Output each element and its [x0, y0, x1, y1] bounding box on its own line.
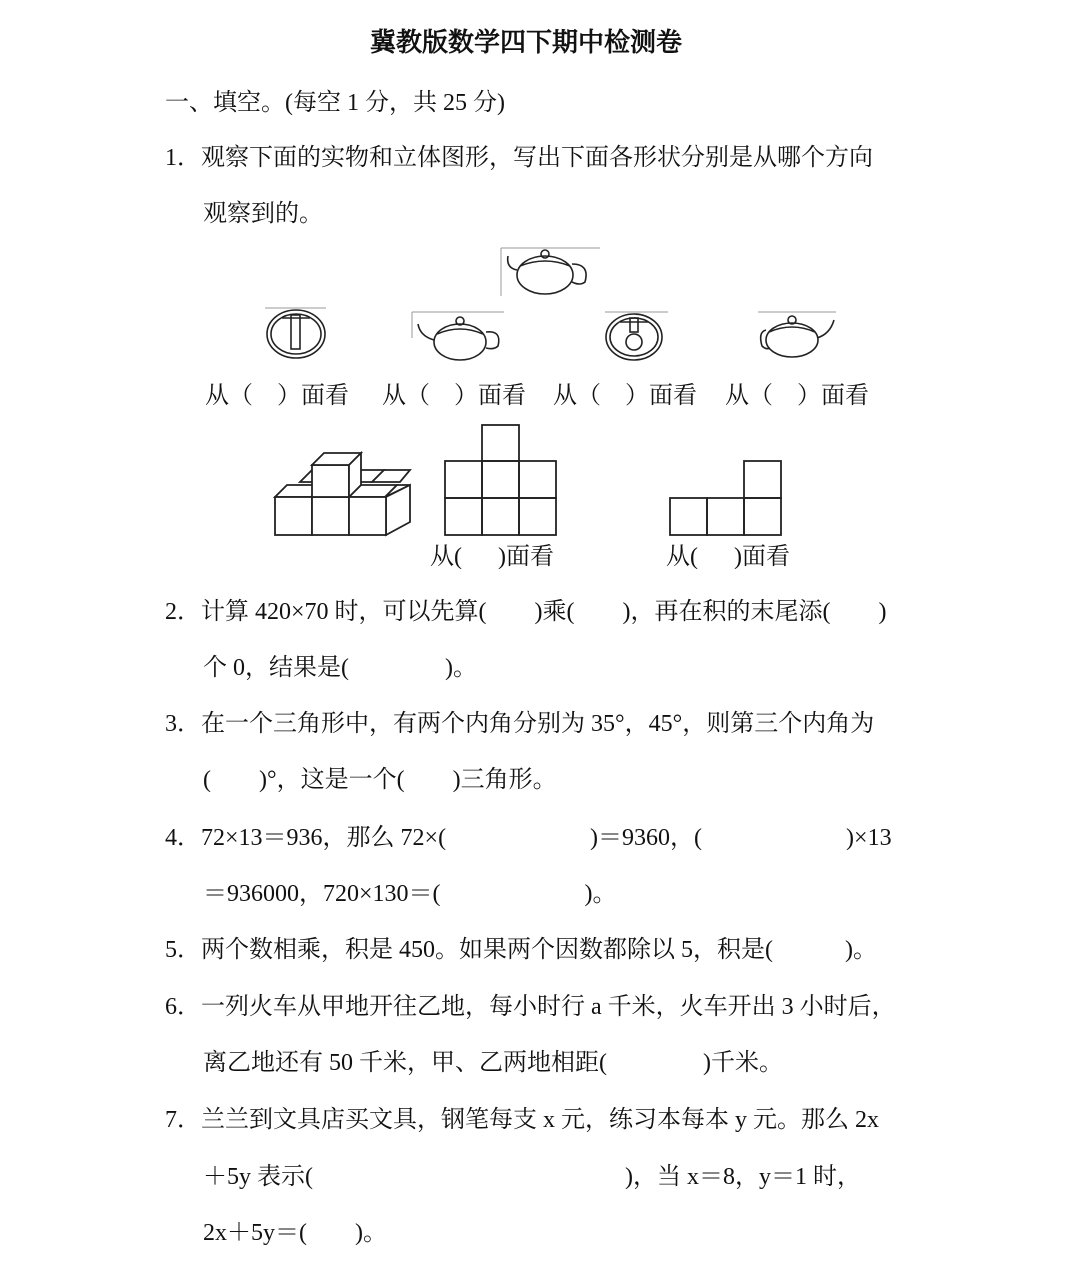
page-title: 冀教版数学四下期中检测卷	[370, 28, 683, 58]
q7-line1: 7．兰兰到文具店买文具，钢笔每支 x 元，练习本每本 y 元。那么 2x	[165, 1107, 879, 1133]
teapot-label-2: 从（ ）面看	[382, 383, 526, 409]
teapot-top-view-1	[265, 308, 326, 358]
q1-line1: 1．观察下面的实物和立体图形，写出下面各形状分别是从哪个方向	[165, 145, 873, 171]
teapot-reference	[501, 248, 600, 296]
cube-label-1: 从( )面看	[430, 544, 554, 570]
q7-line3: 2x＋5y＝( )。	[203, 1220, 387, 1246]
q3-line1: 3．在一个三角形中，有两个内角分别为 35°，45°，则第三个内角为	[165, 711, 875, 737]
cube-label-2: 从( )面看	[666, 544, 790, 570]
cube-stack-3d	[275, 453, 410, 535]
teapot-side-view-1	[412, 312, 504, 360]
q6-line1: 6．一列火车从甲地开往乙地，每小时行 a 千米，火车开出 3 小时后，	[165, 994, 896, 1020]
teapot-label-3: 从（ ）面看	[553, 383, 697, 409]
cube-view-side	[670, 461, 781, 535]
q2-line2: 个 0，结果是( )。	[203, 655, 477, 681]
cube-view-front	[445, 425, 556, 535]
q4-line2: ＝936000，720×130＝( )。	[203, 881, 617, 907]
teapot-front-view	[605, 312, 668, 360]
section-heading: 一、填空。(每空 1 分，共 25 分)	[165, 90, 505, 116]
q1-line2: 观察到的。	[203, 201, 323, 227]
q5-line1: 5．两个数相乘，积是 450。如果两个因数都除以 5，积是( )。	[165, 937, 877, 963]
q3-line2: ( )°，这是一个( )三角形。	[203, 767, 557, 793]
q2-line1: 2．计算 420×70 时，可以先算( )乘( )，再在积的末尾添( )	[165, 599, 887, 625]
teapot-label-4: 从（ ）面看	[725, 383, 869, 409]
teapot-side-view-2	[758, 312, 836, 357]
q7-line2: ＋5y 表示( )，当 x＝8，y＝1 时，	[203, 1164, 861, 1190]
q6-line2: 离乙地还有 50 千米，甲、乙两地相距( )千米。	[203, 1050, 783, 1076]
q4-line1: 4．72×13＝936，那么 72×( )＝9360，( )×13	[165, 825, 892, 851]
teapot-label-1: 从（ ）面看	[205, 383, 349, 409]
